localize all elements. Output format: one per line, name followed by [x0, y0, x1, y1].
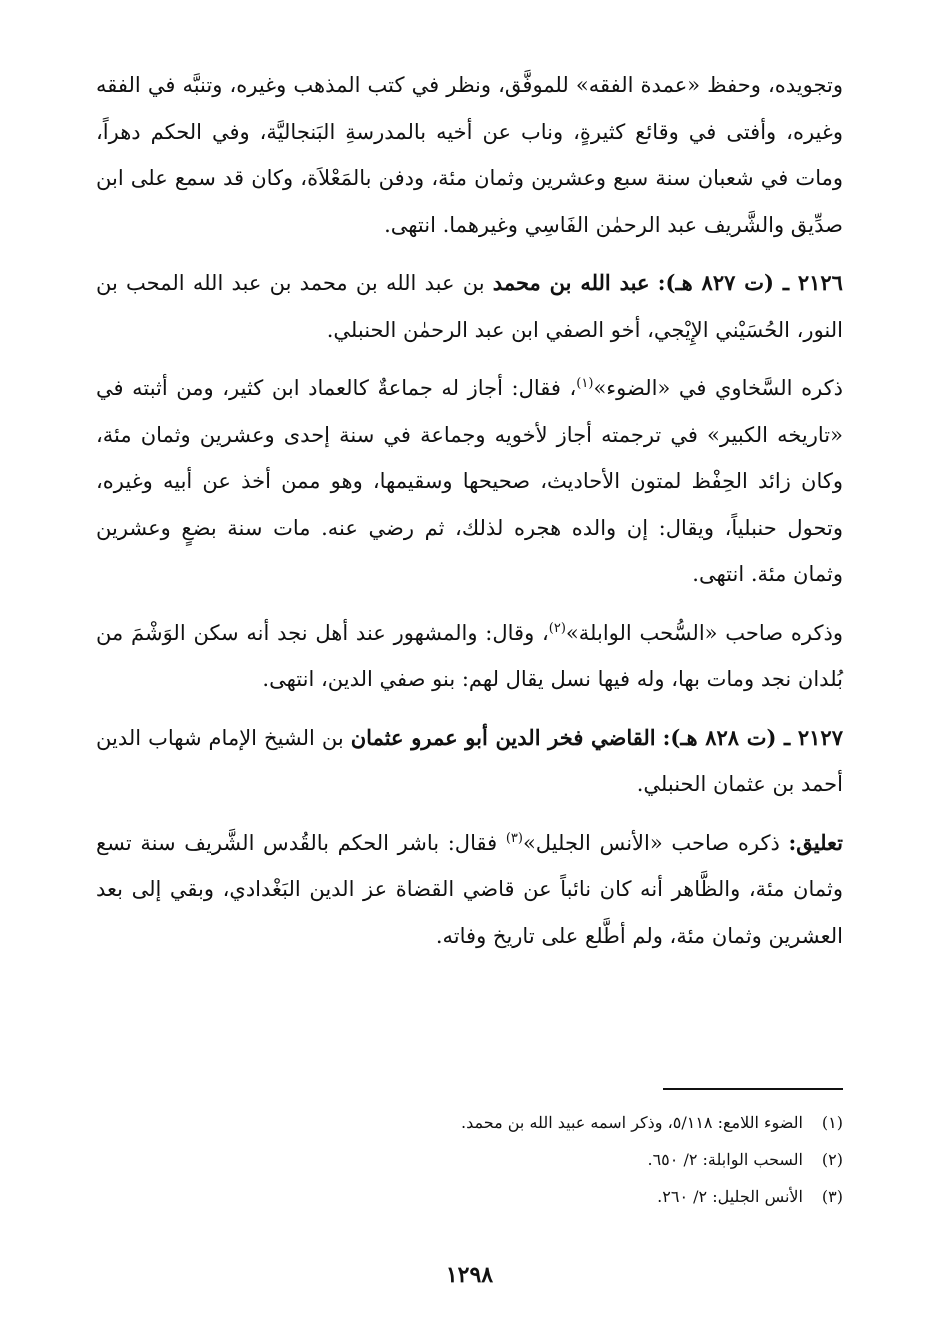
footnote-1-text: الضوء اللامع: ٥/١١٨، وذكر اسمه عبيد الله بن محمد.	[461, 1113, 803, 1132]
entry-2126	[96, 260, 843, 353]
entry-2126-text: بن عبد الله بن محمد بن عبد الله المحب بن النور، الحُسَيْني الإِيْجي، أخو الصفي ابن عبد الرحمٰن الحنبلي.	[96, 271, 843, 342]
paragraph-suhub-start: وذكره صاحب «السُّحب الوابلة»	[565, 620, 843, 645]
paragraph-suhub-text: ، وقال: والمشهور عند أهل نجد أنه سكن الوَشْمَ من بُلدان نجد ومات بها، وله فيها نسل يقال لهم: بنو صفي الدين، انتهى.	[96, 620, 843, 691]
entry-2127-text: بن الشيخ الإمام شهاب الدين أحمد بن عثمان الحنبلي.	[96, 725, 843, 796]
paragraph-sakhawi-start: ذكره السَّخاوي في «الضوء»	[593, 376, 844, 400]
commentary-text: فقال: باشر الحكم بالقُدس الشَّريف سنة تسع وثمان مئة، والظَّاهر أنه كان نائباً عن قاضي القضاة عز الدين البَغْدادي، وبقي إلى بعد العشرين وثمان مئة، ولم أطَّلع على تاريخ وفاته.	[96, 830, 843, 948]
footnote-2-text: السحب الوابلة: ٢/ ٦٥٠.	[647, 1150, 803, 1169]
footnote-1-number: (١)	[821, 1113, 843, 1132]
paragraph-suhub	[96, 610, 843, 703]
footnote-ref-2: (٢)	[548, 620, 566, 636]
commentary-start: ذكره صاحب «الأنس الجليل»	[522, 830, 780, 855]
page-number: ١٢٩٨	[445, 1262, 494, 1288]
footnote-2-number: (٢)	[821, 1150, 843, 1169]
paragraph-commentary	[96, 820, 843, 960]
footnote-ref-3: (٣)	[505, 830, 523, 846]
footnote-3-text: الأنس الجليل: ٢/ ٢٦٠.	[657, 1187, 803, 1206]
footnotes	[95, 1088, 843, 1215]
footnote-1	[95, 1104, 843, 1141]
commentary-label: تعليق:	[788, 829, 844, 855]
footnote-ref-1: (١)	[576, 376, 594, 391]
paragraph-sakhawi-text: ، فقال: أجاز له جماعةٌ كالعماد ابن كثير، ومن أثبته في «تاريخه الكبير» في ترجمته أجاز لأخويه وجماعة في سنة إحدى وعشرين وثمان مئة، وكان زائد الحِفْظ لمتون الأحاديث، صحيحها وسقيمها، وهو ممن أخذ عن أبيه وغيره، وتحول حنبلياً، ويقال: إن والده هجره لذلك، ثم رضي عنه. مات سنة بضعٍ وعشرين وثمان مئة. انتهى.	[96, 376, 843, 586]
paragraph-continuation: وتجويده، وحفظ «عمدة الفقه» للموفَّق، ونظر في كتب المذهب وغيره، وتنبَّه في الفقه وغيره، وأفتى في وقائع كثيرةٍ، وناب عن أخيه بالمدرسةِ البَنجاليَّة، وفي الحكم دهراً، ومات في شعبان سنة سبع وعشرين وثمان مئة، ودفن بالمَعْلاَة، وكان قد سمع على ابن صدِّيق والشَّريف عبد الرحمٰن الفَاسِي وغيرهما. انتهى.	[96, 73, 843, 237]
entry-2127	[96, 715, 843, 808]
entry-2126-number: ٢١٢٦ ـ (ت ٨٢٧ هـ):	[657, 270, 843, 295]
entry-2126-name: عبد الله بن محمد	[492, 270, 650, 295]
footnote-2	[95, 1141, 843, 1178]
footnote-3	[95, 1178, 843, 1215]
entry-2127-number: ٢١٢٧ ـ (ت ٨٢٨ هـ):	[662, 724, 843, 750]
footnote-divider	[663, 1088, 843, 1090]
entry-2127-name: القاضي فخر الدين أبو عمرو عثمان	[350, 724, 656, 750]
paragraph-sakhawi	[96, 365, 843, 598]
footnote-3-number: (٣)	[821, 1187, 843, 1206]
